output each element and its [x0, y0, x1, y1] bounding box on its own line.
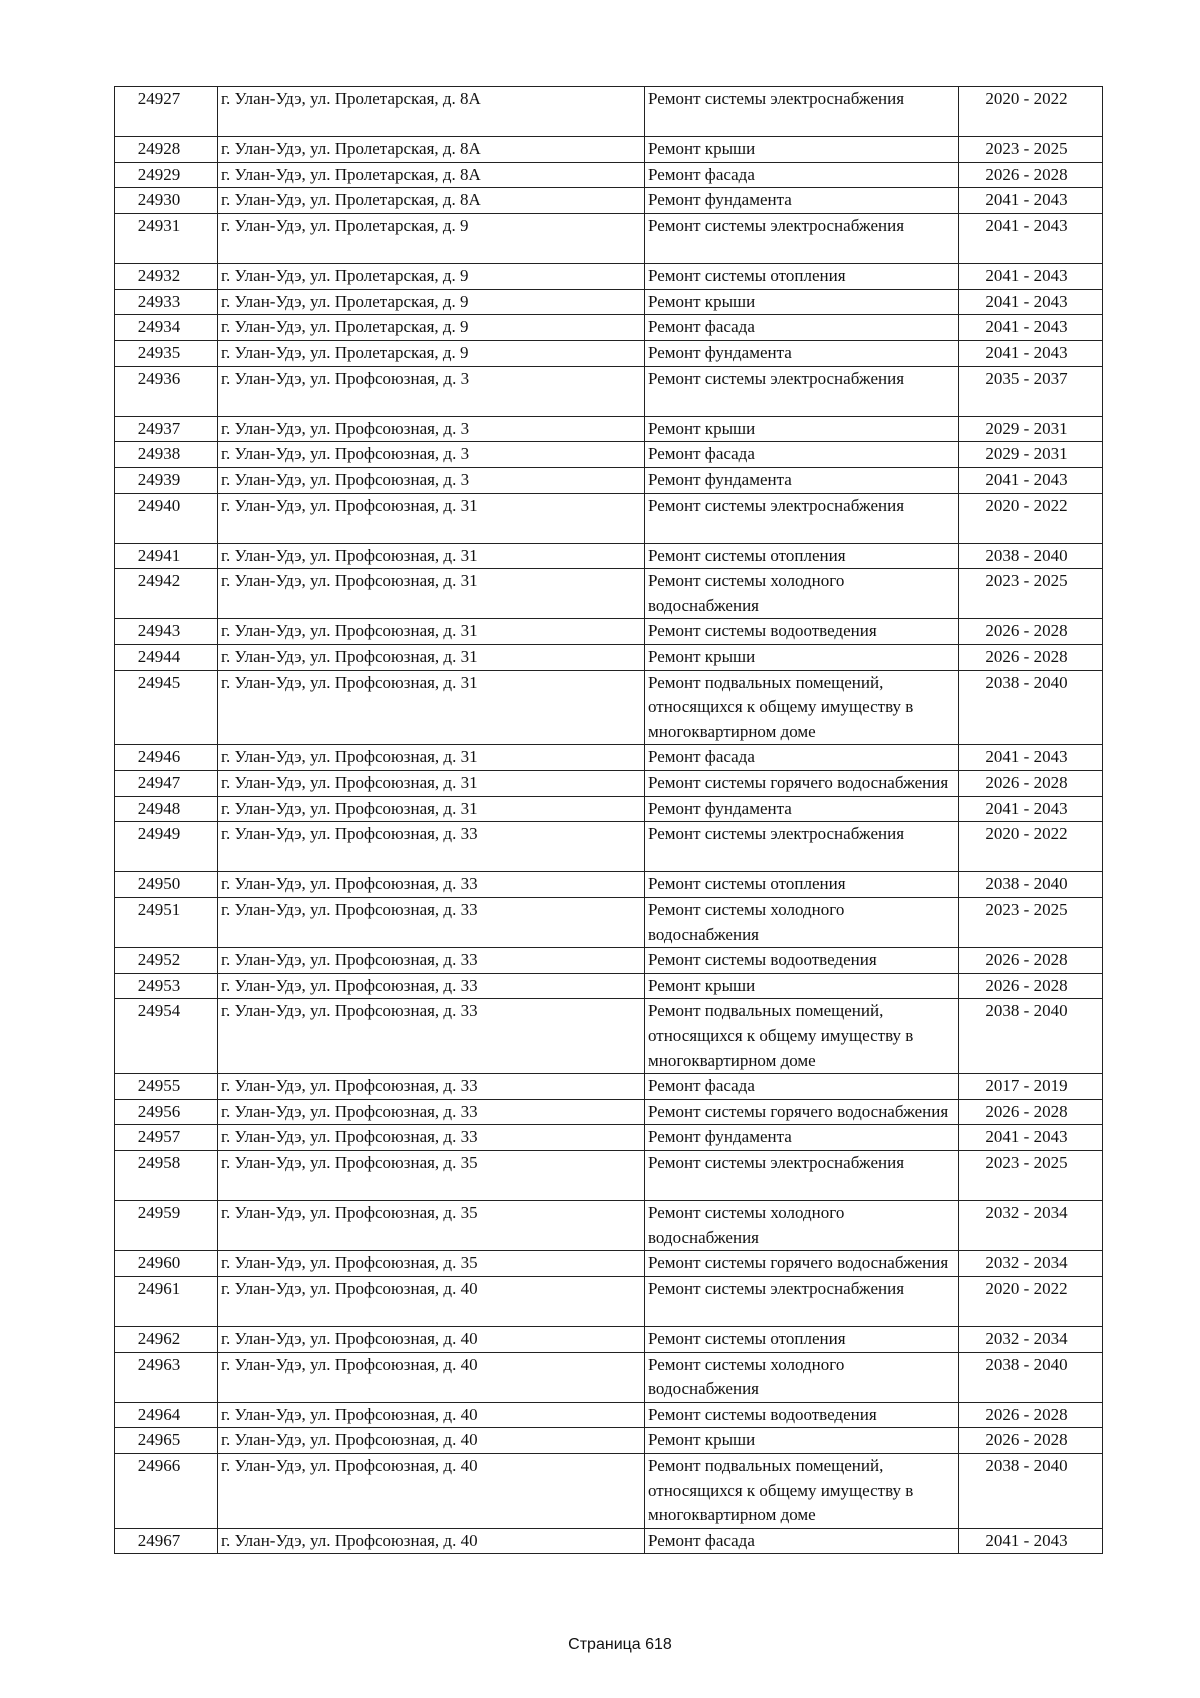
row-number-cell: 24946: [115, 745, 218, 771]
work-type-cell: Ремонт подвальных помещений, относящихся к общему имуществу в многоквартирном доме: [645, 670, 959, 745]
row-number-cell: 24931: [115, 213, 218, 263]
row-number-cell: 24944: [115, 645, 218, 671]
work-type-cell: Ремонт системы водоотведения: [645, 948, 959, 974]
row-number-cell: 24932: [115, 264, 218, 290]
table-row: [115, 289, 1103, 315]
period-cell: 2038 - 2040: [959, 670, 1103, 745]
work-type-cell: Ремонт системы холодного водоснабжения: [645, 898, 959, 948]
work-type-cell: Ремонт системы горячего водоснабжения: [645, 1099, 959, 1125]
period-cell: 2041 - 2043: [959, 340, 1103, 366]
period-cell: 2017 - 2019: [959, 1074, 1103, 1100]
table-row: [115, 493, 1103, 543]
row-number-cell: 24933: [115, 289, 218, 315]
table-row: [115, 973, 1103, 999]
period-cell: 2026 - 2028: [959, 1402, 1103, 1428]
row-number-cell: 24956: [115, 1099, 218, 1125]
table-row: [115, 366, 1103, 416]
period-cell: 2029 - 2031: [959, 416, 1103, 442]
row-number-cell: 24943: [115, 619, 218, 645]
period-cell: 2032 - 2034: [959, 1327, 1103, 1353]
row-number-cell: 24928: [115, 137, 218, 163]
work-type-cell: Ремонт крыши: [645, 645, 959, 671]
period-cell: 2032 - 2034: [959, 1251, 1103, 1277]
period-cell: 2041 - 2043: [959, 1528, 1103, 1554]
work-type-cell: Ремонт системы холодного водоснабжения: [645, 569, 959, 619]
row-number-cell: 24953: [115, 973, 218, 999]
period-cell: 2026 - 2028: [959, 619, 1103, 645]
table-row: [115, 137, 1103, 163]
address-cell: г. Улан-Удэ, ул. Профсоюзная, д. 33: [218, 822, 645, 872]
table-row: [115, 771, 1103, 797]
address-cell: г. Улан-Удэ, ул. Пролетарская, д. 8А: [218, 188, 645, 214]
work-type-cell: Ремонт крыши: [645, 973, 959, 999]
work-type-cell: Ремонт системы электроснабжения: [645, 493, 959, 543]
period-cell: 2041 - 2043: [959, 289, 1103, 315]
period-cell: 2026 - 2028: [959, 1099, 1103, 1125]
page-number: Страница 618: [568, 1636, 672, 1653]
work-type-cell: Ремонт системы водоотведения: [645, 619, 959, 645]
row-number-cell: 24937: [115, 416, 218, 442]
table-row: [115, 1251, 1103, 1277]
row-number-cell: 24967: [115, 1528, 218, 1554]
period-cell: 2026 - 2028: [959, 771, 1103, 797]
row-number-cell: 24959: [115, 1201, 218, 1251]
address-cell: г. Улан-Удэ, ул. Профсоюзная, д. 31: [218, 670, 645, 745]
address-cell: г. Улан-Удэ, ул. Профсоюзная, д. 40: [218, 1428, 645, 1454]
address-cell: г. Улан-Удэ, ул. Пролетарская, д. 9: [218, 289, 645, 315]
work-type-cell: Ремонт системы холодного водоснабжения: [645, 1201, 959, 1251]
table-body: [115, 87, 1103, 1554]
period-cell: 2041 - 2043: [959, 213, 1103, 263]
row-number-cell: 24948: [115, 796, 218, 822]
period-cell: 2041 - 2043: [959, 745, 1103, 771]
address-cell: г. Улан-Удэ, ул. Пролетарская, д. 8А: [218, 137, 645, 163]
work-type-cell: Ремонт фасада: [645, 442, 959, 468]
row-number-cell: 24940: [115, 493, 218, 543]
row-number-cell: 24951: [115, 898, 218, 948]
address-cell: г. Улан-Удэ, ул. Профсоюзная, д. 31: [218, 771, 645, 797]
address-cell: г. Улан-Удэ, ул. Профсоюзная, д. 40: [218, 1528, 645, 1554]
address-cell: г. Улан-Удэ, ул. Пролетарская, д. 9: [218, 340, 645, 366]
period-cell: 2026 - 2028: [959, 645, 1103, 671]
work-type-cell: Ремонт фасада: [645, 315, 959, 341]
address-cell: г. Улан-Удэ, ул. Профсоюзная, д. 33: [218, 999, 645, 1074]
table-row: [115, 213, 1103, 263]
table-row: [115, 1454, 1103, 1529]
period-cell: 2023 - 2025: [959, 898, 1103, 948]
work-type-cell: Ремонт фундамента: [645, 340, 959, 366]
work-type-cell: Ремонт системы электроснабжения: [645, 1150, 959, 1200]
table-row: [115, 872, 1103, 898]
address-cell: г. Улан-Удэ, ул. Профсоюзная, д. 40: [218, 1454, 645, 1529]
table-row: [115, 1074, 1103, 1100]
address-cell: г. Улан-Удэ, ул. Профсоюзная, д. 33: [218, 973, 645, 999]
row-number-cell: 24945: [115, 670, 218, 745]
row-number-cell: 24961: [115, 1276, 218, 1326]
period-cell: 2041 - 2043: [959, 467, 1103, 493]
period-cell: 2029 - 2031: [959, 442, 1103, 468]
table-row: [115, 315, 1103, 341]
row-number-cell: 24941: [115, 543, 218, 569]
work-type-cell: Ремонт системы отопления: [645, 872, 959, 898]
work-type-cell: Ремонт системы электроснабжения: [645, 366, 959, 416]
address-cell: г. Улан-Удэ, ул. Профсоюзная, д. 33: [218, 1125, 645, 1151]
address-cell: г. Улан-Удэ, ул. Профсоюзная, д. 31: [218, 645, 645, 671]
period-cell: 2032 - 2034: [959, 1201, 1103, 1251]
period-cell: 2020 - 2022: [959, 87, 1103, 137]
address-cell: г. Улан-Удэ, ул. Профсоюзная, д. 3: [218, 416, 645, 442]
work-type-cell: Ремонт крыши: [645, 289, 959, 315]
page-footer: [0, 1636, 1200, 1654]
address-cell: г. Улан-Удэ, ул. Профсоюзная, д. 3: [218, 467, 645, 493]
period-cell: 2020 - 2022: [959, 493, 1103, 543]
address-cell: г. Улан-Удэ, ул. Профсоюзная, д. 33: [218, 898, 645, 948]
row-number-cell: 24939: [115, 467, 218, 493]
table-row: [115, 745, 1103, 771]
table-row: [115, 1352, 1103, 1402]
table-row: [115, 188, 1103, 214]
work-type-cell: Ремонт крыши: [645, 416, 959, 442]
work-type-cell: Ремонт фасада: [645, 1074, 959, 1100]
address-cell: г. Улан-Удэ, ул. Профсоюзная, д. 40: [218, 1276, 645, 1326]
address-cell: г. Улан-Удэ, ул. Профсоюзная, д. 31: [218, 619, 645, 645]
row-number-cell: 24958: [115, 1150, 218, 1200]
row-number-cell: 24964: [115, 1402, 218, 1428]
work-type-cell: Ремонт системы электроснабжения: [645, 87, 959, 137]
period-cell: 2041 - 2043: [959, 264, 1103, 290]
address-cell: г. Улан-Удэ, ул. Профсоюзная, д. 40: [218, 1352, 645, 1402]
period-cell: 2020 - 2022: [959, 822, 1103, 872]
period-cell: 2026 - 2028: [959, 1428, 1103, 1454]
row-number-cell: 24950: [115, 872, 218, 898]
period-cell: 2038 - 2040: [959, 872, 1103, 898]
table-row: [115, 1150, 1103, 1200]
work-type-cell: Ремонт фасада: [645, 1528, 959, 1554]
row-number-cell: 24954: [115, 999, 218, 1074]
work-type-cell: Ремонт фундамента: [645, 467, 959, 493]
table-row: [115, 467, 1103, 493]
address-cell: г. Улан-Удэ, ул. Профсоюзная, д. 31: [218, 493, 645, 543]
work-type-cell: Ремонт системы отопления: [645, 543, 959, 569]
table-row: [115, 264, 1103, 290]
repair-schedule-table: [114, 86, 1103, 1554]
period-cell: 2023 - 2025: [959, 1150, 1103, 1200]
row-number-cell: 24936: [115, 366, 218, 416]
table-row: [115, 822, 1103, 872]
row-number-cell: 24930: [115, 188, 218, 214]
period-cell: 2026 - 2028: [959, 948, 1103, 974]
work-type-cell: Ремонт системы отопления: [645, 1327, 959, 1353]
address-cell: г. Улан-Удэ, ул. Профсоюзная, д. 33: [218, 1074, 645, 1100]
table-row: [115, 1528, 1103, 1554]
work-type-cell: Ремонт фасада: [645, 162, 959, 188]
address-cell: г. Улан-Удэ, ул. Профсоюзная, д. 35: [218, 1201, 645, 1251]
work-type-cell: Ремонт фундамента: [645, 1125, 959, 1151]
row-number-cell: 24960: [115, 1251, 218, 1277]
address-cell: г. Улан-Удэ, ул. Профсоюзная, д. 31: [218, 796, 645, 822]
work-type-cell: Ремонт системы отопления: [645, 264, 959, 290]
address-cell: г. Улан-Удэ, ул. Пролетарская, д. 9: [218, 213, 645, 263]
table-row: [115, 416, 1103, 442]
work-type-cell: Ремонт системы электроснабжения: [645, 213, 959, 263]
table-row: [115, 948, 1103, 974]
table-row: [115, 340, 1103, 366]
period-cell: 2038 - 2040: [959, 1454, 1103, 1529]
period-cell: 2041 - 2043: [959, 796, 1103, 822]
address-cell: г. Улан-Удэ, ул. Профсоюзная, д. 33: [218, 872, 645, 898]
period-cell: 2038 - 2040: [959, 999, 1103, 1074]
address-cell: г. Улан-Удэ, ул. Пролетарская, д. 9: [218, 264, 645, 290]
work-type-cell: Ремонт системы горячего водоснабжения: [645, 1251, 959, 1277]
period-cell: 2038 - 2040: [959, 1352, 1103, 1402]
row-number-cell: 24942: [115, 569, 218, 619]
period-cell: 2041 - 2043: [959, 188, 1103, 214]
address-cell: г. Улан-Удэ, ул. Профсоюзная, д. 33: [218, 948, 645, 974]
work-type-cell: Ремонт системы электроснабжения: [645, 1276, 959, 1326]
table-row: [115, 1099, 1103, 1125]
table-row: [115, 670, 1103, 745]
address-cell: г. Улан-Удэ, ул. Профсоюзная, д. 35: [218, 1251, 645, 1277]
period-cell: 2041 - 2043: [959, 315, 1103, 341]
table-row: [115, 645, 1103, 671]
address-cell: г. Улан-Удэ, ул. Профсоюзная, д. 3: [218, 366, 645, 416]
table-row: [115, 569, 1103, 619]
work-type-cell: Ремонт подвальных помещений, относящихся к общему имуществу в многоквартирном доме: [645, 1454, 959, 1529]
address-cell: г. Улан-Удэ, ул. Профсоюзная, д. 40: [218, 1327, 645, 1353]
table-row: [115, 442, 1103, 468]
row-number-cell: 24938: [115, 442, 218, 468]
row-number-cell: 24966: [115, 1454, 218, 1529]
work-type-cell: Ремонт системы горячего водоснабжения: [645, 771, 959, 797]
work-type-cell: Ремонт подвальных помещений, относящихся к общему имуществу в многоквартирном доме: [645, 999, 959, 1074]
table-row: [115, 1125, 1103, 1151]
address-cell: г. Улан-Удэ, ул. Профсоюзная, д. 3: [218, 442, 645, 468]
address-cell: г. Улан-Удэ, ул. Профсоюзная, д. 40: [218, 1402, 645, 1428]
row-number-cell: 24947: [115, 771, 218, 797]
row-number-cell: 24962: [115, 1327, 218, 1353]
row-number-cell: 24927: [115, 87, 218, 137]
address-cell: г. Улан-Удэ, ул. Профсоюзная, д. 35: [218, 1150, 645, 1200]
row-number-cell: 24957: [115, 1125, 218, 1151]
table-row: [115, 543, 1103, 569]
table-row: [115, 898, 1103, 948]
table-row: [115, 1428, 1103, 1454]
table-row: [115, 1327, 1103, 1353]
work-type-cell: Ремонт фундамента: [645, 796, 959, 822]
address-cell: г. Улан-Удэ, ул. Пролетарская, д. 8А: [218, 162, 645, 188]
row-number-cell: 24929: [115, 162, 218, 188]
period-cell: 2026 - 2028: [959, 973, 1103, 999]
period-cell: 2026 - 2028: [959, 162, 1103, 188]
row-number-cell: 24934: [115, 315, 218, 341]
work-type-cell: Ремонт крыши: [645, 137, 959, 163]
row-number-cell: 24952: [115, 948, 218, 974]
table-row: [115, 1201, 1103, 1251]
table-row: [115, 87, 1103, 137]
address-cell: г. Улан-Удэ, ул. Профсоюзная, д. 31: [218, 745, 645, 771]
period-cell: 2023 - 2025: [959, 569, 1103, 619]
row-number-cell: 24963: [115, 1352, 218, 1402]
table-row: [115, 619, 1103, 645]
work-type-cell: Ремонт крыши: [645, 1428, 959, 1454]
table-row: [115, 999, 1103, 1074]
period-cell: 2041 - 2043: [959, 1125, 1103, 1151]
table-row: [115, 1402, 1103, 1428]
period-cell: 2020 - 2022: [959, 1276, 1103, 1326]
address-cell: г. Улан-Удэ, ул. Профсоюзная, д. 33: [218, 1099, 645, 1125]
table-row: [115, 796, 1103, 822]
address-cell: г. Улан-Удэ, ул. Профсоюзная, д. 31: [218, 543, 645, 569]
period-cell: 2035 - 2037: [959, 366, 1103, 416]
period-cell: 2038 - 2040: [959, 543, 1103, 569]
address-cell: г. Улан-Удэ, ул. Пролетарская, д. 9: [218, 315, 645, 341]
work-type-cell: Ремонт фундамента: [645, 188, 959, 214]
work-type-cell: Ремонт системы водоотведения: [645, 1402, 959, 1428]
period-cell: 2023 - 2025: [959, 137, 1103, 163]
work-type-cell: Ремонт фасада: [645, 745, 959, 771]
row-number-cell: 24949: [115, 822, 218, 872]
address-cell: г. Улан-Удэ, ул. Профсоюзная, д. 31: [218, 569, 645, 619]
address-cell: г. Улан-Удэ, ул. Пролетарская, д. 8А: [218, 87, 645, 137]
row-number-cell: 24935: [115, 340, 218, 366]
table-row: [115, 1276, 1103, 1326]
work-type-cell: Ремонт системы холодного водоснабжения: [645, 1352, 959, 1402]
row-number-cell: 24965: [115, 1428, 218, 1454]
work-type-cell: Ремонт системы электроснабжения: [645, 822, 959, 872]
table-row: [115, 162, 1103, 188]
row-number-cell: 24955: [115, 1074, 218, 1100]
